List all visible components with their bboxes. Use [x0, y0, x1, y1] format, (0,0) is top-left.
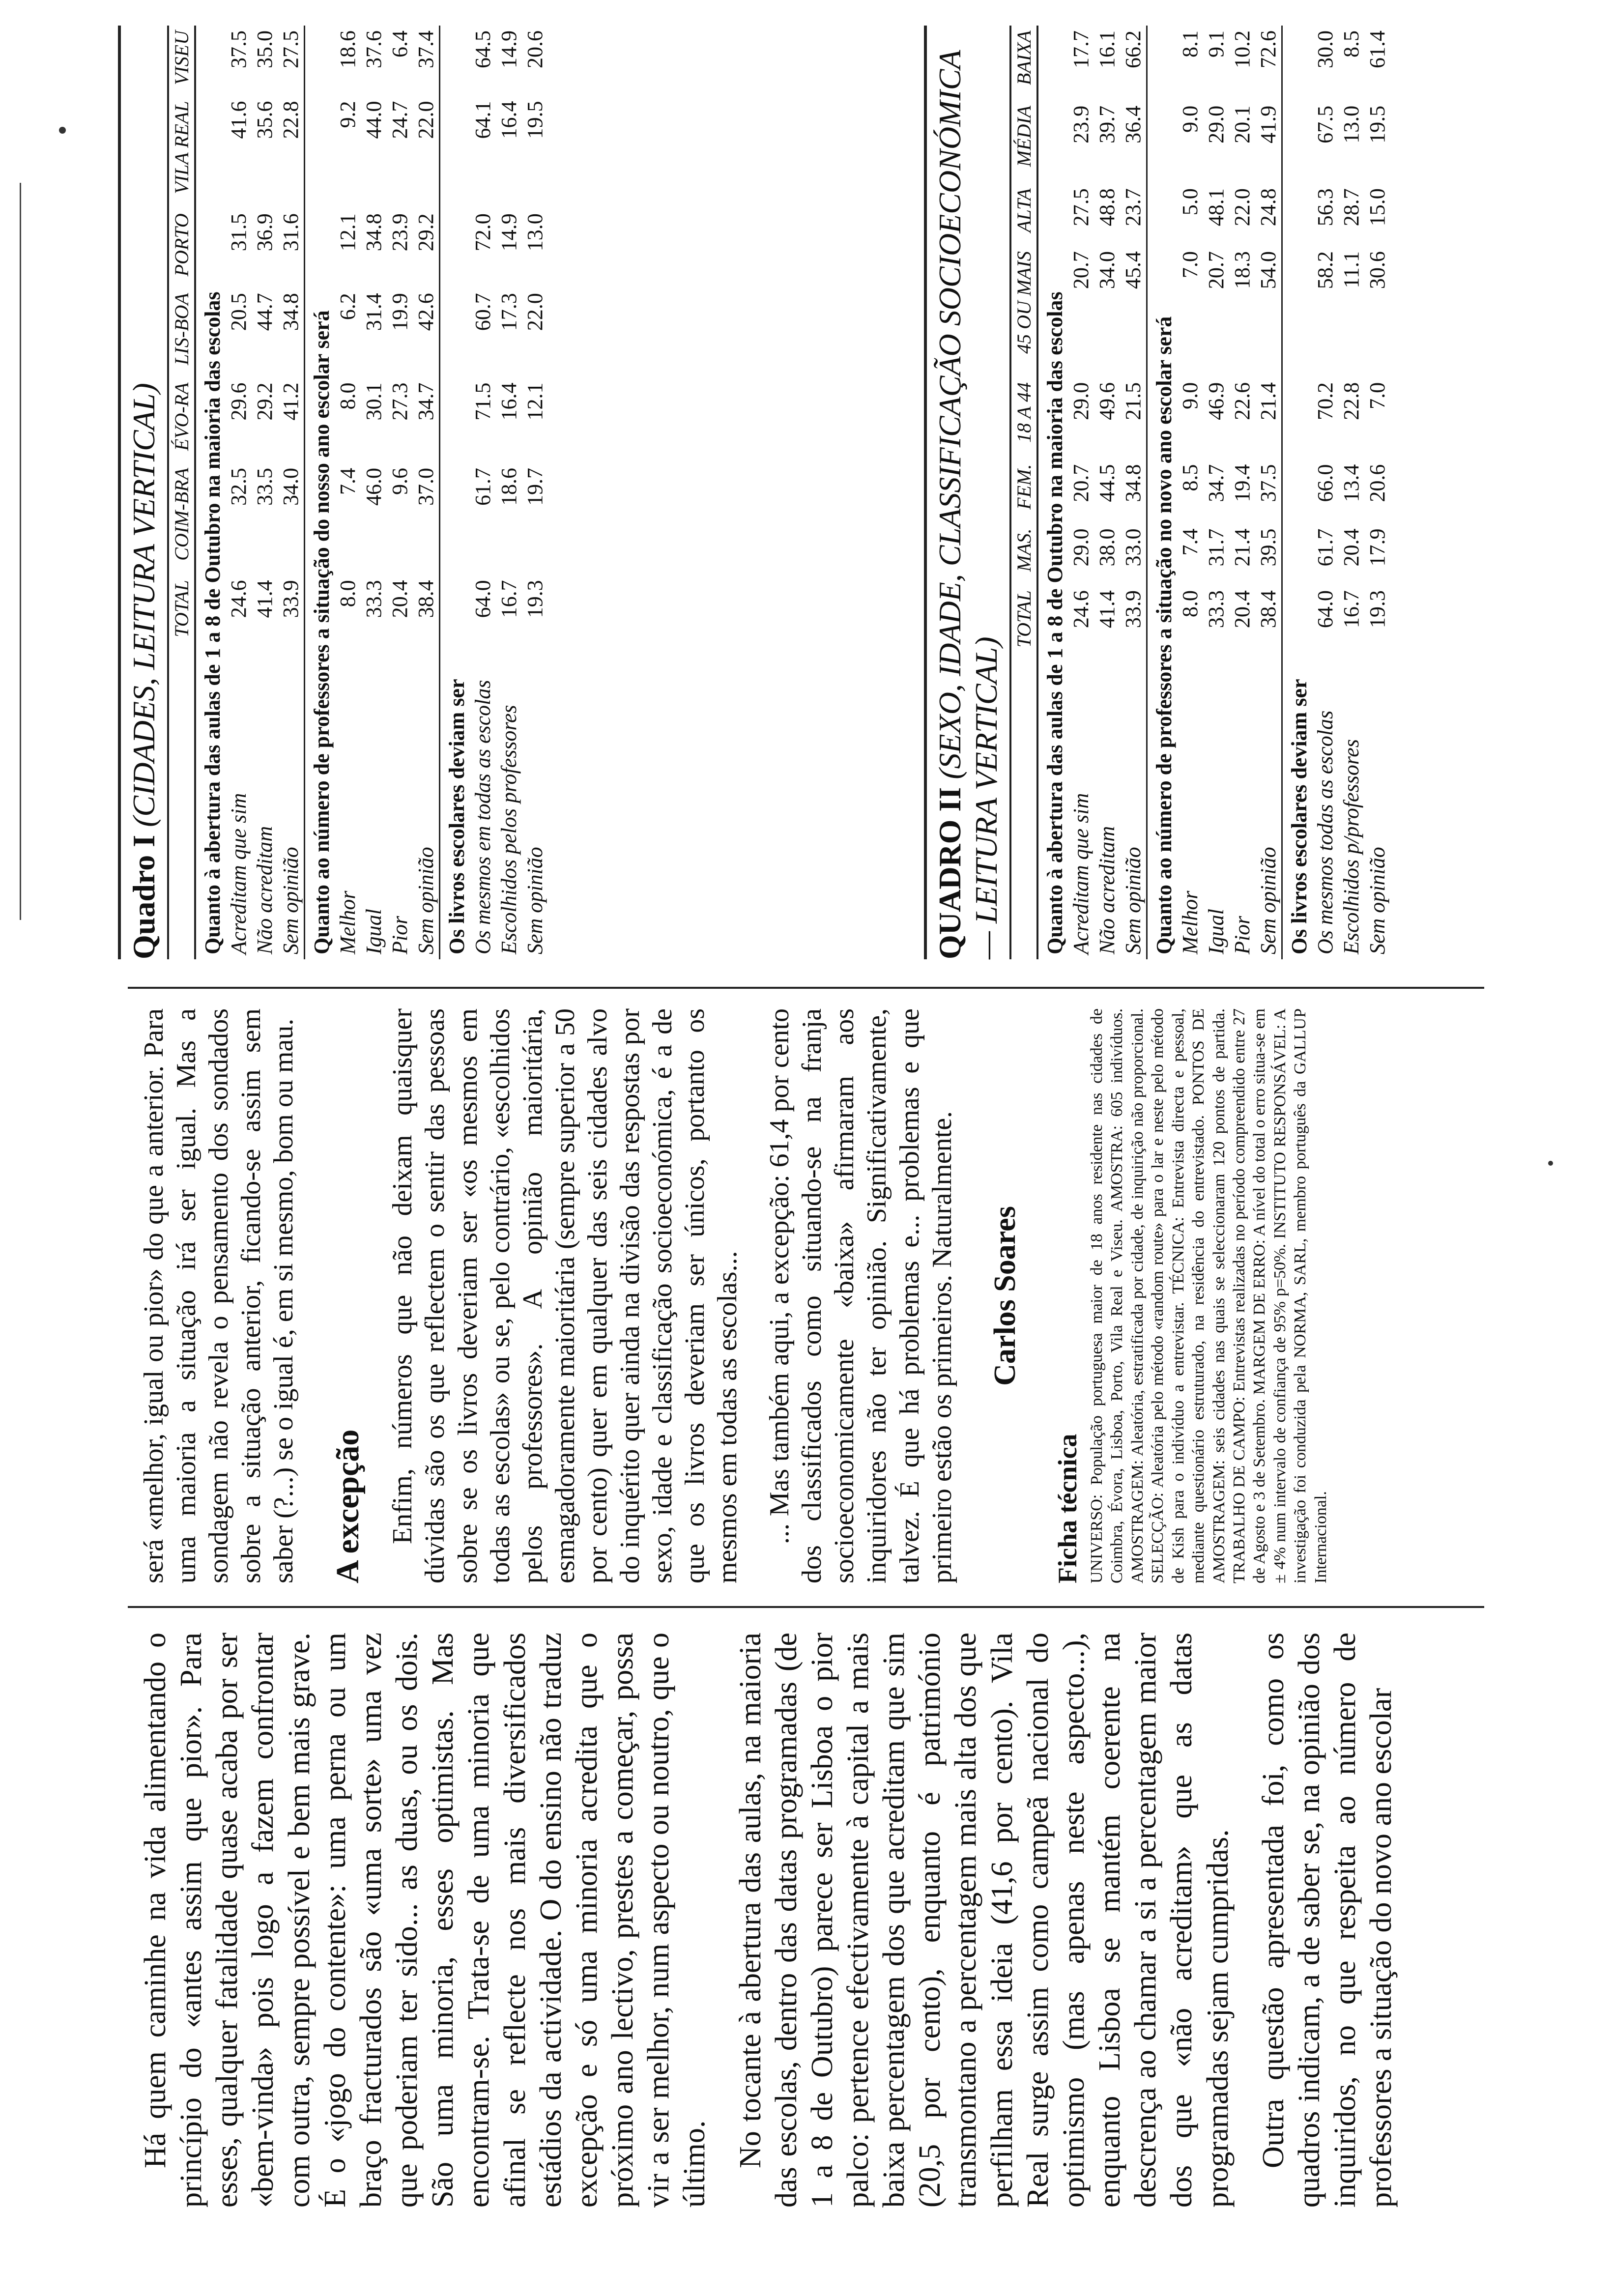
table-row — [335, 26, 361, 959]
table-cell: 42.6 — [414, 293, 438, 331]
table-cell: 38.4 — [1256, 590, 1280, 629]
table-cell: 23.7 — [1121, 188, 1145, 227]
section-row — [305, 26, 335, 959]
table-cell: 20.4 — [388, 580, 412, 618]
section-title: Quanto ao número de professores a situação no novo ano escolar será — [1147, 26, 1178, 959]
quadro-1-title — [118, 26, 162, 959]
table-row — [1120, 26, 1147, 959]
table-cell: 36.9 — [253, 213, 277, 252]
table-cell: 64.0 — [471, 580, 495, 618]
table-cell: 29.2 — [414, 213, 438, 252]
section-title: Quanto à abertura das aulas de 1 a 8 de Outubro na maioria das escolas — [1043, 291, 1067, 954]
table-cell: 61.4 — [1365, 30, 1389, 68]
row-label: Não acreditam — [1095, 826, 1119, 954]
table-header-row — [168, 26, 195, 959]
quadro-1-title-italic: (CIDADES, LEITURA VERTICAL) — [126, 383, 161, 827]
table-cell: 37.4 — [414, 30, 438, 68]
quadro-2-body — [1037, 26, 1390, 959]
table-cell: 34.8 — [279, 293, 303, 331]
table-cell: 39.7 — [1095, 105, 1119, 144]
quadro-2 — [924, 26, 1390, 959]
table-cell: 24.8 — [1256, 188, 1280, 227]
column-header: TOTAL — [168, 575, 195, 648]
table-cell: 7.4 — [1178, 528, 1202, 556]
table-cell: 23.9 — [388, 213, 412, 252]
table-cell: 41.9 — [1256, 105, 1280, 144]
table-cell: 36.4 — [1121, 105, 1145, 144]
row-label: Igual — [362, 909, 386, 954]
row-label: Sem opinião — [1121, 847, 1145, 954]
table-row — [1255, 26, 1282, 959]
section-title: Os livros escolares deviam ser — [440, 26, 470, 959]
table-cell: 41.2 — [279, 382, 303, 421]
table-cell: 58.2 — [1313, 251, 1337, 289]
table-cell: 29.0 — [1204, 105, 1228, 144]
table-cell: 34.8 — [362, 213, 386, 252]
table-cell: 23.9 — [1069, 105, 1093, 144]
table-cell: 64.5 — [471, 30, 495, 68]
row-label: Os mesmos todas as escolas — [1313, 710, 1337, 954]
table-cell: 56.3 — [1313, 188, 1337, 227]
quadro-1-body — [195, 26, 548, 959]
table-cell: 34.7 — [414, 382, 438, 421]
row-label: Sem opinião — [279, 847, 303, 954]
table-cell: 27.3 — [388, 382, 412, 421]
table-cell: 9.2 — [336, 101, 360, 128]
section-row — [440, 26, 470, 959]
table-cell: 46.0 — [362, 468, 386, 506]
table-cell: 19.5 — [1365, 105, 1389, 144]
table-cell: 14.9 — [497, 30, 521, 68]
table-cell: 22.0 — [414, 101, 438, 139]
table-cell: 20.7 — [1069, 251, 1093, 289]
table-cell: 41.6 — [227, 101, 251, 139]
tech-sheet-title: Ficha técnica — [1052, 1434, 1082, 1583]
table-cell: 61.7 — [1313, 528, 1337, 567]
table-cell: 29.2 — [253, 382, 277, 421]
table-cell: 33.3 — [362, 580, 386, 618]
column-divider — [128, 987, 1484, 989]
article-paragraph: será «melhor, igual ou pior» do que a anterior. Para uma maioria a situação irá ser igual. Mas a sondagem não revela o pensamento dos sondados sobre a situação anterior, ficando-se assim sem saber (?...) se o igual é, em si mesmo, bom ou mau. — [139, 1008, 299, 1583]
quadro-2-title — [924, 26, 1005, 959]
table-cell: 8.5 — [1178, 464, 1202, 491]
table-cell: 72.0 — [471, 213, 495, 252]
table-cell: 34.8 — [1121, 464, 1145, 502]
table-cell: 16.1 — [1095, 30, 1119, 68]
table-cell: 38.4 — [414, 580, 438, 618]
table-cell: 20.6 — [523, 30, 547, 68]
table-cell: 8.0 — [1178, 590, 1202, 618]
table-cell: 24.6 — [1069, 590, 1093, 629]
table-cell: 7.0 — [1178, 251, 1202, 279]
article-paragraph: Enfim, números que não deixam quaisquer dúvidas são os que reflectem o sentir das pessoas sobre se os livros deveriam ser «os mesmos em todas as escolas» ou se, pelo contrário, «escolhidos pelos professores». A opinião maioritária, esmagadoramente maioritária (sempre superior a 50 por cento) quer em qualquer das seis cidades alvo do inquérito quer ainda na divisão das respostas por sexo, idade e classificação socioeconómica, é a de que os livros deveriam ser únicos, portanto os mesmos em todas as escolas... — [387, 1008, 743, 1583]
table-row — [413, 26, 440, 959]
article-column-2 — [138, 1008, 1331, 1583]
table-cell: 15.0 — [1365, 188, 1389, 227]
table-row — [1094, 26, 1120, 959]
column-header: TOTAL — [1010, 585, 1037, 663]
row-label: Escolhidos pelos professores — [497, 705, 521, 954]
table-cell: 11.1 — [1339, 251, 1363, 288]
table-cell: 20.6 — [1365, 464, 1389, 502]
table-cell: 44.7 — [253, 293, 277, 331]
table-cell: 22.8 — [1339, 382, 1363, 420]
table-cell: 22.0 — [1230, 188, 1254, 227]
article-paragraph: No tocante à abertura das aulas, na maioria das escolas, dentro das datas programadas (de 1 a 8 de Outubro) parece ser Lisboa o pior palco: pertence efectivamente à capital a mais baixa percentagem dos que acreditam que sim (20,5 por cento), enquanto é património transmontano a percentagem mais alta dos que perfilham essa ideia (41,6 por cento). Vila Real surge assim como campeã nacional do optimismo (mas apenas neste aspecto...), enquanto Lisboa se mantém coerente na descrença ao chamar a si a percentagem maior dos que «não acreditam» que as datas programadas sejam cumpridas. — [733, 1633, 1235, 2208]
table-cell: 60.7 — [471, 293, 495, 331]
author-byline: Carlos Soares — [988, 1206, 1022, 1386]
article-paragraph: ... Mas também aqui, a excepção: 61,4 por cento dos classificados como situando-se na franja socioeconomicamente «baixa» afirmaram aos inquiridores não ter opinião. Significativamente, talvez. É que há problemas e... problemas e que primeiro estão os primeiros. Naturalmente. — [764, 1008, 957, 1583]
table-row — [470, 26, 496, 959]
table-row — [226, 26, 252, 959]
table-cell: 20.1 — [1230, 105, 1254, 144]
table-cell: 71.5 — [471, 382, 495, 421]
section-title: Quanto ao número de professores a situação do nosso ano escolar será — [305, 26, 335, 959]
table-cell: 61.7 — [471, 468, 495, 506]
table-cell: 34.7 — [1204, 464, 1228, 502]
table-cell: 17.9 — [1365, 528, 1389, 567]
table-cell: 37.0 — [414, 468, 438, 506]
table-cell: 20.7 — [1069, 464, 1093, 502]
table-cell: 8.0 — [336, 580, 360, 607]
table-cell: 33.0 — [1121, 528, 1145, 567]
row-label: Sem opinião — [414, 847, 438, 954]
header-blank-cell — [1010, 663, 1037, 959]
table-cell: 37.5 — [1256, 464, 1280, 502]
table-cell: 41.4 — [253, 580, 277, 618]
table-cell: 16.4 — [497, 382, 521, 421]
column-divider — [128, 1606, 1484, 1608]
table-cell: 17.3 — [497, 293, 521, 331]
header-blank-cell — [168, 648, 195, 959]
quadro-2-table — [1009, 26, 1390, 959]
table-cell: 13.4 — [1339, 464, 1363, 502]
table-row — [522, 26, 548, 959]
table-cell: 38.0 — [1095, 528, 1119, 567]
table-cell: 8.5 — [1339, 30, 1363, 57]
column-header: FEM. — [1010, 459, 1037, 524]
table-cell: 20.4 — [1339, 528, 1363, 567]
article-paragraph: Há quem caminhe na vida alimentando o princípio do «antes assim que pior». Para esses, qualquer fatalidade quase acaba por ser «bem-vinda» pois logo a fazem confrontar com outra, sempre possível e bem mais grave. É o «jogo do contente»: uma perna ou um braço fracturados são «uma sorte» uma vez que poderiam ter sido... as duas, ou os dois. São uma minoria, esses optimistas. Mas encontram-se. Trata-se de uma minoria que afinal se reflecte nos mais diversificados estádios da actividade. O do ensino não traduz excepção e só uma minoria acredita que o próximo ano lectivo, prestes a começar, possa vir a ser melhor, num aspecto ou noutro, que o último. — [139, 1633, 712, 2208]
column-header: PORTO — [168, 208, 195, 288]
table-cell: 66.2 — [1121, 30, 1145, 68]
table-cell: 30.1 — [362, 382, 386, 421]
row-label: Sem opinião — [523, 847, 547, 954]
table-cell: 34.0 — [1095, 251, 1119, 289]
row-label: Sem opinião — [1256, 847, 1280, 954]
table-cell: 6.4 — [388, 30, 412, 57]
table-cell: 48.8 — [1095, 188, 1119, 227]
table-cell: 24.6 — [227, 580, 251, 618]
table-cell: 14.9 — [497, 213, 521, 252]
column-header: MAS. — [1010, 523, 1037, 585]
table-cell: 67.5 — [1313, 105, 1337, 144]
quadro-1-title-bold: Quadro I — [126, 834, 161, 959]
table-header-row — [1010, 26, 1037, 959]
table-cell: 13.0 — [523, 213, 547, 252]
row-label: Acreditam que sim — [1069, 793, 1093, 954]
table-cell: 49.6 — [1095, 382, 1119, 420]
table-cell: 22.0 — [523, 293, 547, 331]
row-label: Melhor — [336, 890, 360, 954]
scan-speck — [59, 127, 66, 134]
section-title: Quanto à abertura das aulas de 1 a 8 de Outubro na maioria das escolas — [201, 291, 225, 954]
table-row — [252, 26, 278, 959]
table-cell: 37.6 — [362, 30, 386, 68]
section-row — [1282, 26, 1313, 959]
column-header: ÉVO-RA — [168, 377, 195, 463]
table-cell: 41.4 — [1095, 590, 1119, 629]
table-cell: 16.7 — [1339, 590, 1363, 629]
column-header: VILA REAL — [168, 96, 195, 208]
table-cell: 24.7 — [388, 101, 412, 139]
table-cell: 45.4 — [1121, 251, 1145, 289]
table-cell: 28.7 — [1339, 188, 1363, 227]
table-cell: 64.0 — [1313, 590, 1337, 629]
table-cell: 29.0 — [1069, 528, 1093, 567]
table-cell: 27.5 — [1069, 188, 1093, 227]
table-cell: 9.1 — [1204, 30, 1228, 57]
column-header: 18 A 44 — [1010, 377, 1037, 459]
table-cell: 39.5 — [1256, 528, 1280, 567]
table-cell: 16.4 — [497, 101, 521, 139]
table-cell: 12.1 — [336, 213, 360, 252]
section-heading: A excepção — [330, 1429, 366, 1583]
table-cell: 7.4 — [336, 468, 360, 495]
section-row — [1147, 26, 1178, 959]
row-label: Pior — [388, 916, 412, 954]
table-cell: 21.5 — [1121, 382, 1145, 420]
table-cell: 33.3 — [1204, 590, 1228, 629]
table-row — [278, 26, 305, 959]
table-cell: 31.6 — [279, 213, 303, 252]
table-cell: 33.9 — [1121, 590, 1145, 629]
row-label: Os mesmos em todas as escolas — [471, 680, 495, 954]
column-header: BAIXA — [1010, 26, 1037, 101]
table-cell: 13.0 — [1339, 105, 1363, 144]
quadro-2-title-bold: QUADRO II — [932, 787, 967, 959]
tech-sheet-text: UNIVERSO: População portuguesa maior de 18 anos residente nas cidades de Coimbra, Évora, Lisboa, Porto, Vila Real e Viseu. AMOSTRA: 605 indivíduos. AMOSTRAGEM: Aleatória, estratificada por cidade, de inquirição não proporcional. SELECÇÃO: Aleatória pelo método «random route» para o lar e neste pelo método de Kish para o indivíduo a entrevistar. TÉCNICA: Entrevista directa e pessoal, mediante questionário estruturado, na residência do entrevistado. PONTOS DE AMOSTRAGEM: seis cidades nas quais se seleccionaram 120 pontos de partida. TRABALHO DE CAMPO: Entrevistas realizadas no período compreendido entre 27 de Agosto e 3 de Setembro. MARGEM DE ERRO: A nível do total o erro situa-se em ± 4% num intervalo de confiança de 95% p=50%. INSTITUTO RESPONSÁVEL: A investigação foi conduzida pela NORMA, SARL, membro português da GALLUP Internacional. — [1087, 1008, 1330, 1583]
table-cell: 19.3 — [523, 580, 547, 618]
table-cell: 22.8 — [279, 101, 303, 139]
table-cell: 18.3 — [1230, 251, 1254, 289]
table-cell: 20.5 — [227, 293, 251, 331]
table-cell: 9.0 — [1178, 105, 1202, 133]
table-cell: 10.2 — [1230, 30, 1254, 68]
table-cell: 27.5 — [279, 30, 303, 68]
section-row — [1037, 26, 1068, 959]
table-cell: 17.7 — [1069, 30, 1093, 68]
table-cell: 20.7 — [1204, 251, 1228, 289]
table-cell: 31.4 — [362, 293, 386, 331]
row-label: Igual — [1204, 909, 1228, 954]
table-cell: 33.9 — [279, 580, 303, 618]
article-paragraph: Outra questão apresentada foi, como os quadros indicam, a de saber se, na opinião dos inquiridos, no que respeita ao número de professores a situação do novo ano escolar — [1256, 1633, 1398, 2208]
row-label: Pior — [1230, 916, 1254, 954]
quadro-2-title-italic: (SEXO, IDADE, CLASSIFICAÇÃO SOCIOECONÓMICA — LEITURA VERTICAL) — [932, 50, 1004, 959]
table-row — [1203, 26, 1229, 959]
column-header: LIS-BOA — [168, 288, 195, 377]
row-label: Sem opinião — [1365, 847, 1389, 954]
table-cell: 44.5 — [1095, 464, 1119, 502]
column-header: VISEU — [168, 26, 195, 96]
row-label: Acreditam que sim — [227, 793, 251, 954]
table-cell: 64.1 — [471, 101, 495, 139]
table-cell: 66.0 — [1313, 464, 1337, 502]
table-row — [1229, 26, 1255, 959]
table-cell: 29.0 — [1069, 382, 1093, 420]
table-cell: 21.4 — [1256, 382, 1280, 420]
table-cell: 35.6 — [253, 101, 277, 139]
table-row — [496, 26, 522, 959]
table-cell: 30.6 — [1365, 251, 1389, 289]
row-label: Escolhidos p/professores — [1339, 739, 1363, 954]
table-cell: 16.7 — [497, 580, 521, 618]
section-title: Os livros escolares deviam ser — [1282, 26, 1313, 959]
column-header: MÉDIA — [1010, 101, 1037, 183]
table-cell: 70.2 — [1313, 382, 1337, 420]
table-cell: 32.5 — [227, 468, 251, 506]
table-cell: 18.6 — [497, 468, 521, 506]
table-cell: 35.0 — [253, 30, 277, 68]
table-row — [387, 26, 413, 959]
article-column-1 — [138, 1633, 1419, 2208]
table-cell: 9.0 — [1178, 382, 1202, 409]
table-cell: 46.9 — [1204, 382, 1228, 420]
scan-speck — [1548, 1161, 1553, 1166]
table-cell: 7.0 — [1365, 382, 1389, 409]
table-cell: 31.7 — [1204, 528, 1228, 567]
table-cell: 30.0 — [1313, 30, 1337, 68]
table-cell: 9.6 — [388, 468, 412, 495]
column-header: 45 OU MAIS — [1010, 246, 1037, 377]
table-cell: 19.5 — [523, 101, 547, 139]
quadro-1 — [118, 26, 548, 959]
quadro-1-table — [167, 26, 548, 959]
table-cell: 8.1 — [1178, 30, 1202, 57]
table-cell: 21.4 — [1230, 528, 1254, 567]
table-cell: 12.1 — [523, 382, 547, 421]
table-cell: 34.0 — [279, 468, 303, 506]
table-cell: 19.9 — [388, 293, 412, 331]
row-label: Não acreditam — [253, 826, 277, 954]
column-header: COIM-BRA — [168, 463, 195, 575]
table-cell: 19.7 — [523, 468, 547, 506]
row-label: Melhor — [1178, 890, 1202, 954]
table-row — [1312, 26, 1338, 959]
table-row — [1338, 26, 1364, 959]
table-cell: 22.6 — [1230, 382, 1254, 420]
table-cell: 8.0 — [336, 382, 360, 410]
table-cell: 18.6 — [336, 30, 360, 68]
column-header: ALTA — [1010, 183, 1037, 246]
scan-noise — [20, 183, 21, 920]
tables-area — [118, 26, 1543, 959]
table-cell: 19.3 — [1365, 590, 1389, 629]
table-cell: 31.5 — [227, 213, 251, 252]
table-cell: 33.5 — [253, 468, 277, 506]
table-cell: 20.4 — [1230, 590, 1254, 629]
table-cell: 6.2 — [336, 293, 360, 320]
section-row — [195, 26, 226, 959]
table-cell: 54.0 — [1256, 251, 1280, 289]
table-row — [1364, 26, 1390, 959]
table-row — [1068, 26, 1094, 959]
table-cell: 37.5 — [227, 30, 251, 68]
table-row — [1177, 26, 1203, 959]
table-cell: 72.6 — [1256, 30, 1280, 68]
table-cell: 44.0 — [362, 101, 386, 139]
table-row — [361, 26, 387, 959]
table-cell: 29.6 — [227, 382, 251, 421]
table-cell: 48.1 — [1204, 188, 1228, 227]
table-cell: 19.4 — [1230, 464, 1254, 502]
table-cell: 5.0 — [1178, 188, 1202, 216]
